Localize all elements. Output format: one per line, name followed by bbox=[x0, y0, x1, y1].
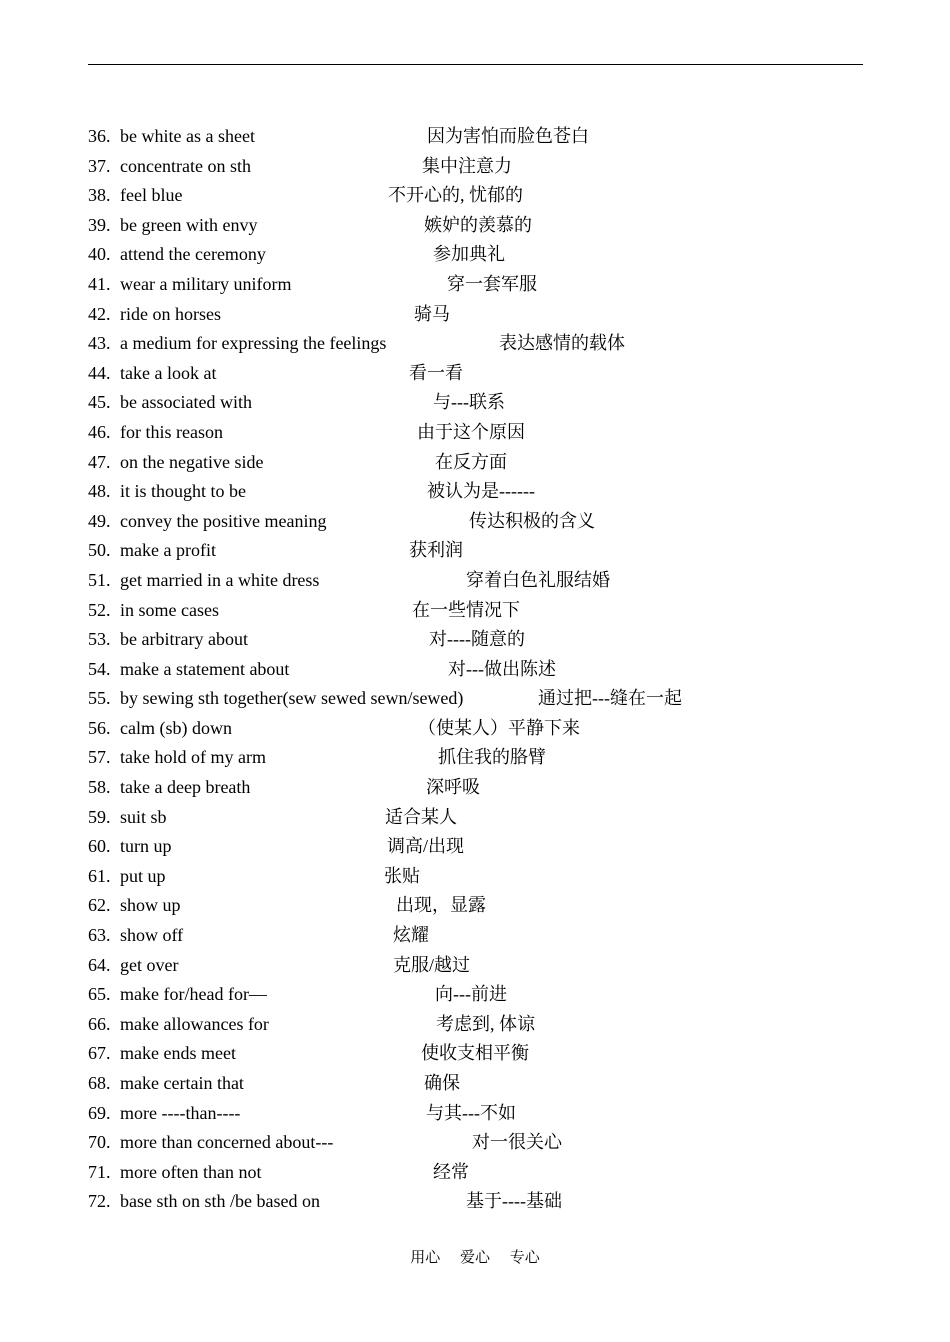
english-phrase: put up bbox=[120, 865, 166, 886]
chinese-meaning: 由于这个原因 bbox=[417, 421, 525, 442]
chinese-meaning: 出现，显露 bbox=[396, 895, 486, 916]
item-number: 66. bbox=[88, 1013, 111, 1034]
english-phrase: make for/head for— bbox=[120, 984, 267, 1005]
list-item bbox=[88, 388, 888, 418]
list-item bbox=[88, 1187, 888, 1217]
chinese-meaning: 在一些情况下 bbox=[412, 599, 520, 620]
chinese-meaning: 对----随意的 bbox=[429, 629, 525, 650]
footer-text: 专心 bbox=[509, 1250, 540, 1266]
chinese-meaning: 传达积极的含义 bbox=[469, 510, 595, 531]
chinese-meaning: 经常 bbox=[433, 1161, 469, 1182]
item-number: 48. bbox=[88, 481, 111, 502]
english-phrase: by sewing sth together(sew sewed sewn/sewed) bbox=[120, 688, 464, 709]
english-phrase: be associated with bbox=[120, 392, 252, 413]
list-item bbox=[88, 1039, 888, 1069]
list-item bbox=[88, 803, 888, 833]
chinese-meaning: 在反方面 bbox=[435, 451, 507, 472]
item-number: 55. bbox=[88, 688, 111, 709]
english-phrase: in some cases bbox=[120, 599, 219, 620]
vocabulary-list bbox=[88, 122, 888, 1217]
list-item bbox=[88, 329, 888, 359]
footer-text: 用心 bbox=[410, 1250, 441, 1266]
english-phrase: take hold of my arm bbox=[120, 747, 266, 768]
chinese-meaning: 通过把---缝在一起 bbox=[538, 688, 682, 709]
chinese-meaning: 被认为是------ bbox=[427, 481, 535, 502]
item-number: 58. bbox=[88, 777, 111, 798]
list-item bbox=[88, 300, 888, 330]
item-number: 69. bbox=[88, 1102, 111, 1123]
item-number: 67. bbox=[88, 1043, 111, 1064]
item-number: 45. bbox=[88, 392, 111, 413]
english-phrase: wear a military uniform bbox=[120, 273, 292, 294]
item-number: 56. bbox=[88, 717, 111, 738]
chinese-meaning: 不开心的, 忧郁的 bbox=[388, 185, 523, 206]
list-item bbox=[88, 596, 888, 626]
item-number: 46. bbox=[88, 421, 111, 442]
english-phrase: take a deep breath bbox=[120, 777, 251, 798]
english-phrase: convey the positive meaning bbox=[120, 510, 327, 531]
item-number: 63. bbox=[88, 925, 111, 946]
footer-text: 爱心 bbox=[459, 1250, 490, 1266]
english-phrase: on the negative side bbox=[120, 451, 264, 472]
english-phrase: turn up bbox=[120, 836, 172, 857]
item-number: 64. bbox=[88, 954, 111, 975]
list-item bbox=[88, 714, 888, 744]
chinese-meaning: 抓住我的胳臂 bbox=[438, 747, 546, 768]
chinese-meaning: 骑马 bbox=[414, 303, 450, 324]
chinese-meaning: 克服/越过 bbox=[393, 954, 471, 975]
chinese-meaning: 与其---不如 bbox=[426, 1102, 516, 1123]
chinese-meaning: 集中注意力 bbox=[422, 155, 512, 176]
english-phrase: suit sb bbox=[120, 806, 167, 827]
chinese-meaning: 使收支相平衡 bbox=[421, 1043, 529, 1064]
chinese-meaning: 确保 bbox=[424, 1073, 460, 1093]
item-number: 49. bbox=[88, 510, 111, 531]
item-number: 47. bbox=[88, 451, 111, 472]
list-item bbox=[88, 684, 888, 714]
chinese-meaning: （使某人）平静下来 bbox=[418, 717, 580, 738]
english-phrase: base sth on sth /be based on bbox=[120, 1191, 320, 1212]
list-item bbox=[88, 240, 888, 270]
english-phrase: calm (sb) down bbox=[120, 717, 232, 738]
chinese-meaning: 看一看 bbox=[409, 362, 463, 383]
list-item bbox=[88, 1099, 888, 1129]
english-phrase: get over bbox=[120, 954, 179, 975]
item-number: 42. bbox=[88, 303, 111, 324]
item-number: 41. bbox=[88, 273, 111, 294]
english-phrase: show off bbox=[120, 925, 184, 946]
chinese-meaning: 对---做出陈述 bbox=[448, 658, 556, 679]
list-item bbox=[88, 1069, 888, 1099]
chinese-meaning: 穿着白色礼服结婚 bbox=[466, 569, 610, 590]
item-number: 44. bbox=[88, 362, 111, 383]
english-phrase: ride on horses bbox=[120, 303, 221, 324]
item-number: 61. bbox=[88, 865, 111, 886]
english-phrase: more than concerned about--- bbox=[120, 1132, 334, 1153]
item-number: 72. bbox=[88, 1191, 111, 1212]
item-number: 50. bbox=[88, 540, 111, 561]
english-phrase: show up bbox=[120, 895, 181, 916]
list-item bbox=[88, 270, 888, 300]
chinese-meaning: 嫉妒的羡慕的 bbox=[424, 214, 532, 235]
english-phrase: attend the ceremony bbox=[120, 244, 266, 265]
chinese-meaning: 深呼吸 bbox=[426, 777, 480, 798]
english-phrase: make ends meet bbox=[120, 1043, 236, 1064]
list-item bbox=[88, 1010, 888, 1040]
english-phrase: be arbitrary about bbox=[120, 629, 248, 650]
chinese-meaning: 适合某人 bbox=[385, 806, 457, 827]
chinese-meaning: 考虑到, 体谅 bbox=[436, 1013, 535, 1034]
list-item bbox=[88, 536, 888, 566]
item-number: 62. bbox=[88, 895, 111, 916]
english-phrase: more often than not bbox=[120, 1161, 262, 1182]
list-item bbox=[88, 921, 888, 951]
item-number: 52. bbox=[88, 599, 111, 620]
item-number: 43. bbox=[88, 333, 111, 354]
list-item bbox=[88, 477, 888, 507]
list-item bbox=[88, 211, 888, 241]
item-number: 60. bbox=[88, 836, 111, 857]
item-number: 53. bbox=[88, 629, 111, 650]
item-number: 71. bbox=[88, 1161, 111, 1182]
list-item bbox=[88, 1128, 888, 1158]
list-item bbox=[88, 832, 888, 862]
item-number: 40. bbox=[88, 244, 111, 265]
english-phrase: make a statement about bbox=[120, 658, 290, 679]
list-item bbox=[88, 773, 888, 803]
chinese-meaning: 获利润 bbox=[409, 540, 463, 561]
page-footer bbox=[0, 1246, 950, 1267]
item-number: 38. bbox=[88, 185, 111, 206]
english-phrase: be white as a sheet bbox=[120, 126, 255, 146]
list-item bbox=[88, 418, 888, 448]
english-phrase: take a look at bbox=[120, 362, 217, 383]
english-phrase: be green with envy bbox=[120, 214, 258, 235]
chinese-meaning: 表达感情的载体 bbox=[499, 333, 625, 354]
english-phrase: for this reason bbox=[120, 421, 223, 442]
item-number: 68. bbox=[88, 1073, 111, 1093]
english-phrase: make allowances for bbox=[120, 1013, 269, 1034]
english-phrase: make a profit bbox=[120, 540, 216, 561]
list-item bbox=[88, 625, 888, 655]
list-item bbox=[88, 743, 888, 773]
list-item bbox=[88, 862, 888, 892]
chinese-meaning: 炫耀 bbox=[393, 925, 429, 946]
list-item bbox=[88, 1158, 888, 1188]
list-item bbox=[88, 152, 888, 182]
list-item bbox=[88, 448, 888, 478]
item-number: 39. bbox=[88, 214, 111, 235]
english-phrase: get married in a white dress bbox=[120, 569, 320, 590]
item-number: 37. bbox=[88, 155, 111, 176]
chinese-meaning: 基于----基础 bbox=[466, 1191, 562, 1212]
list-item bbox=[88, 951, 888, 981]
chinese-meaning: 张贴 bbox=[384, 865, 420, 886]
item-number: 59. bbox=[88, 806, 111, 827]
item-number: 54. bbox=[88, 658, 111, 679]
list-item bbox=[88, 655, 888, 685]
chinese-meaning: 调高/出现 bbox=[387, 836, 465, 857]
english-phrase: more ----than---- bbox=[120, 1102, 241, 1123]
header-rule bbox=[88, 64, 863, 65]
item-number: 51. bbox=[88, 569, 111, 590]
english-phrase: it is thought to be bbox=[120, 481, 246, 502]
item-number: 36. bbox=[88, 126, 111, 146]
list-item bbox=[88, 122, 888, 152]
item-number: 57. bbox=[88, 747, 111, 768]
chinese-meaning: 与---联系 bbox=[433, 392, 505, 413]
english-phrase: concentrate on sth bbox=[120, 155, 251, 176]
list-item bbox=[88, 980, 888, 1010]
chinese-meaning: 穿一套军服 bbox=[447, 273, 537, 294]
chinese-meaning: 因为害怕而脸色苍白 bbox=[427, 126, 589, 146]
english-phrase: feel blue bbox=[120, 185, 183, 206]
english-phrase: make certain that bbox=[120, 1073, 244, 1093]
list-item bbox=[88, 359, 888, 389]
chinese-meaning: 对一很关心 bbox=[472, 1132, 562, 1153]
list-item bbox=[88, 566, 888, 596]
list-item bbox=[88, 507, 888, 537]
chinese-meaning: 向---前进 bbox=[435, 984, 507, 1005]
list-item bbox=[88, 181, 888, 211]
item-number: 65. bbox=[88, 984, 111, 1005]
english-phrase: a medium for expressing the feelings bbox=[120, 333, 387, 354]
chinese-meaning: 参加典礼 bbox=[433, 244, 505, 265]
item-number: 70. bbox=[88, 1132, 111, 1153]
list-item bbox=[88, 891, 888, 921]
